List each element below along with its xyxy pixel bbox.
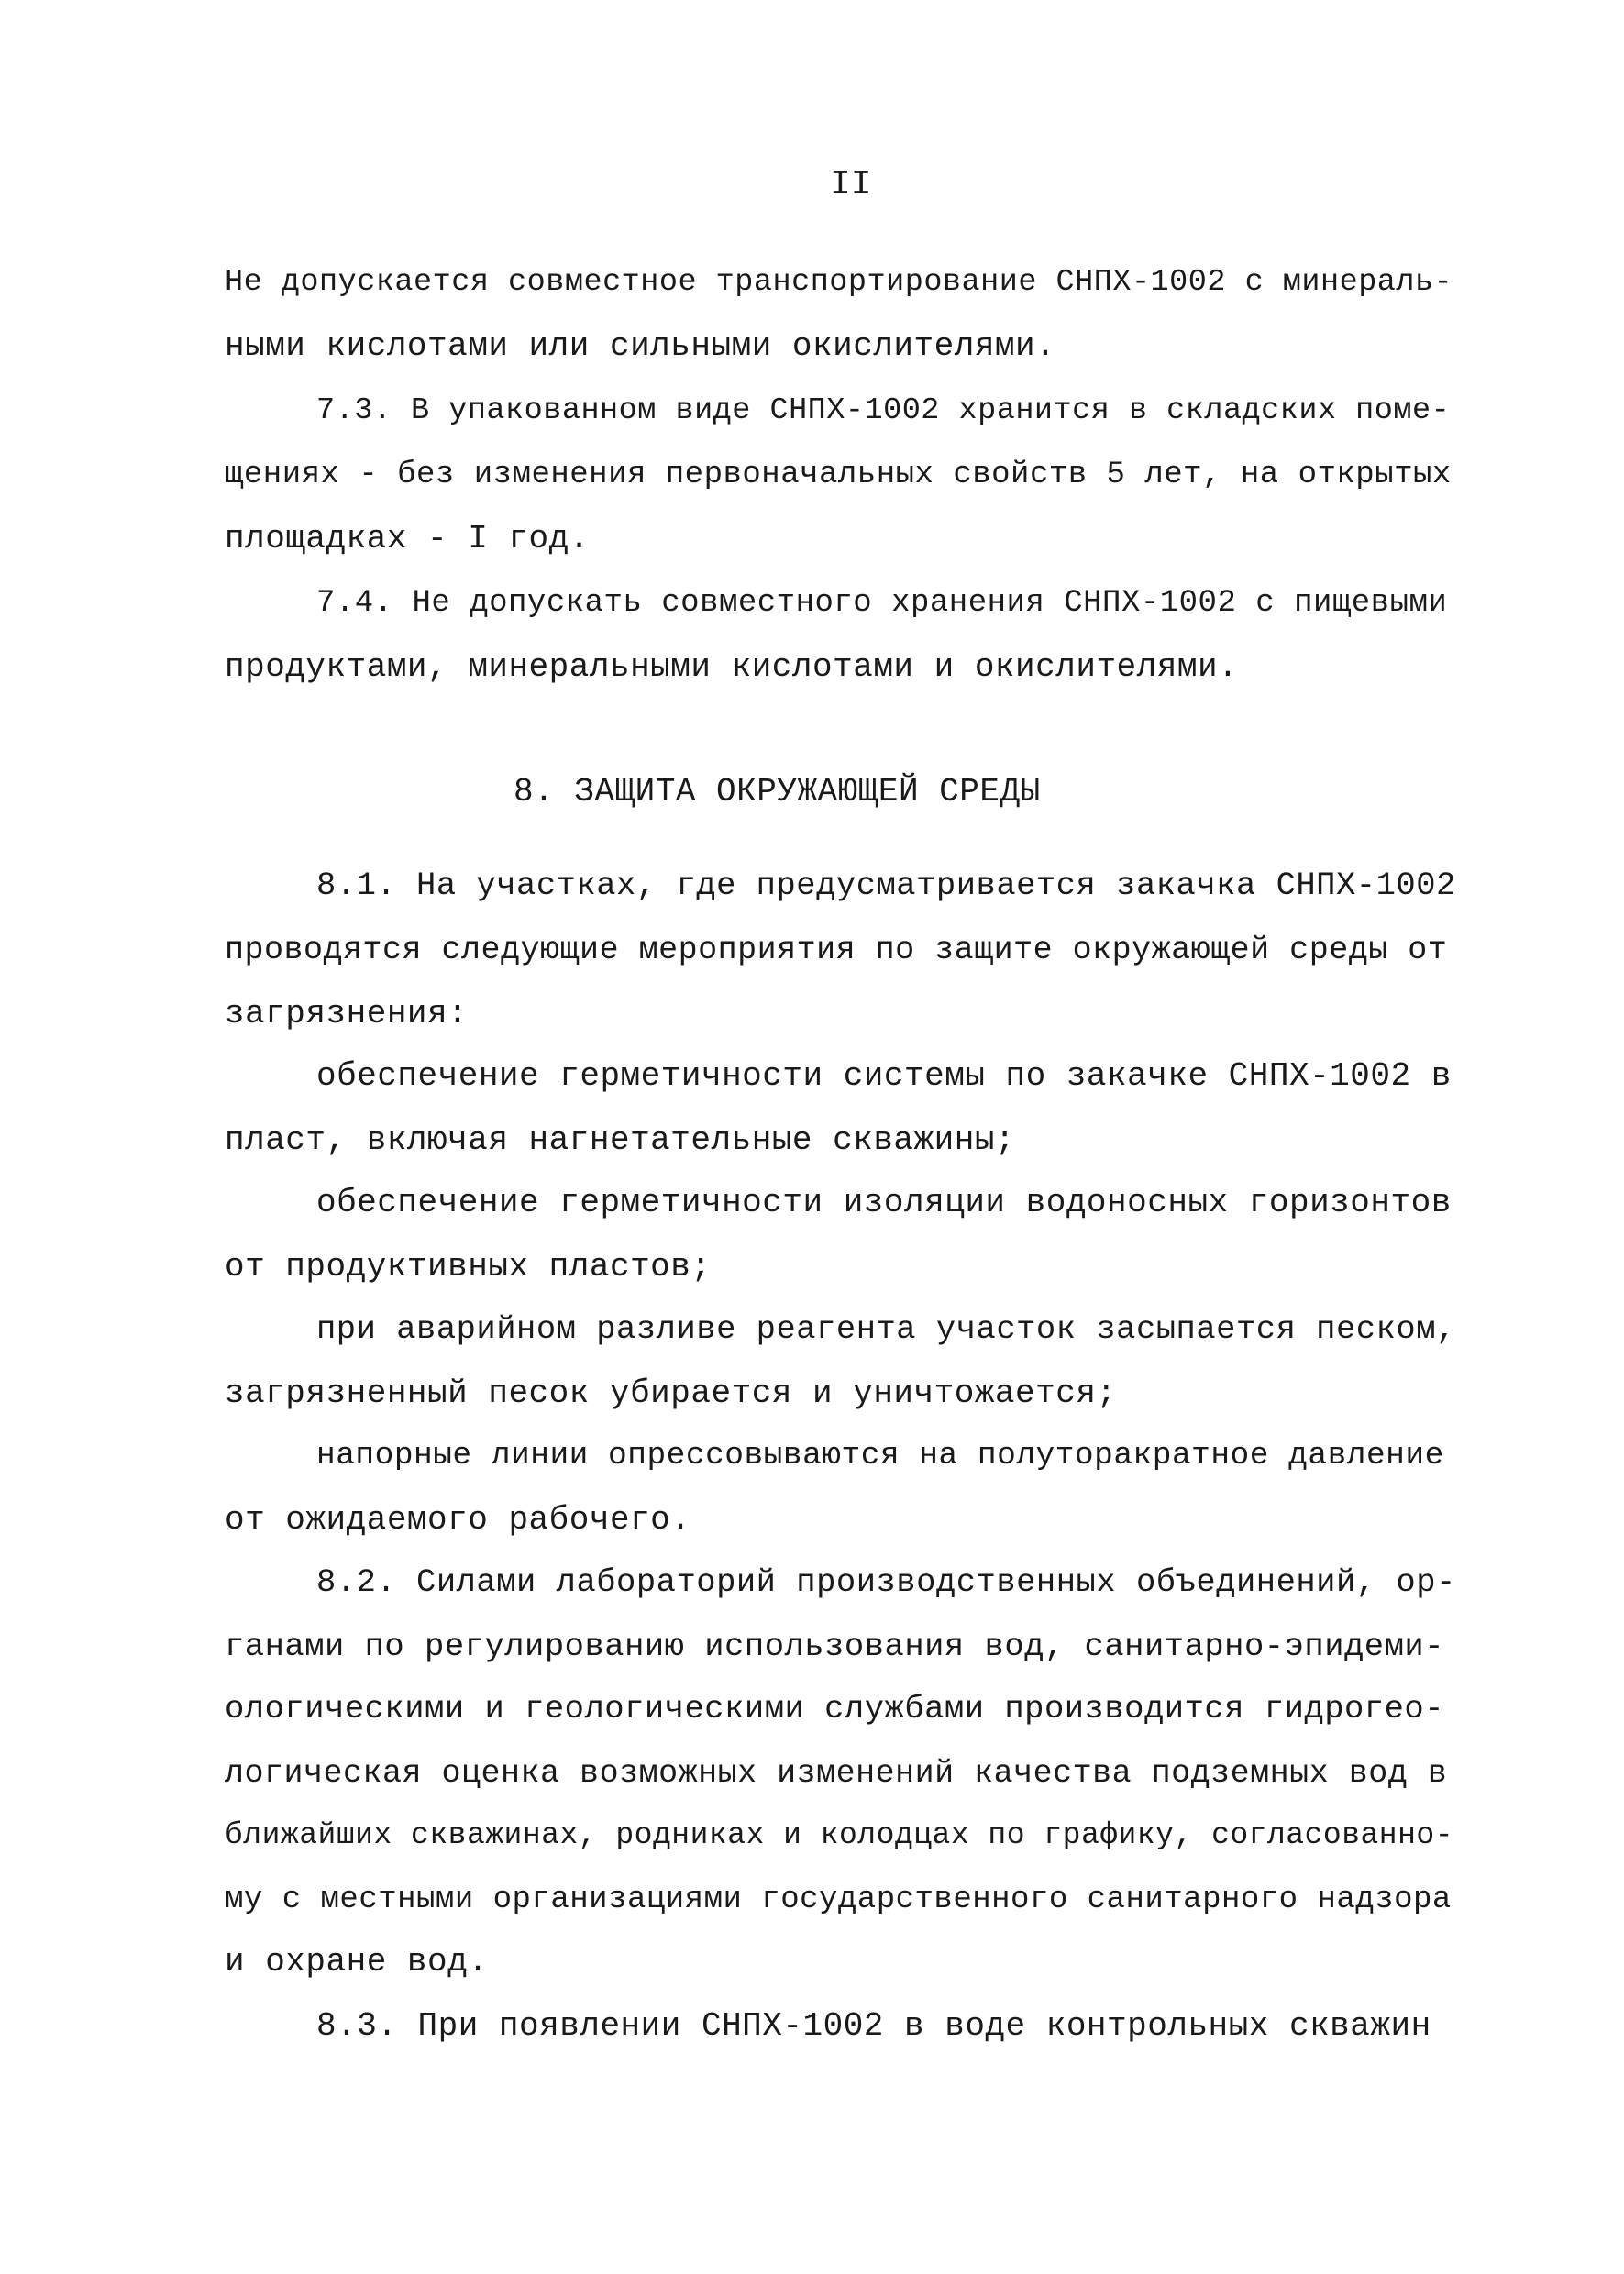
text-line: при аварийном разливе реагента участок засыпается песком, xyxy=(316,1310,1456,1348)
text-line: ными кислотами или сильными окислителями. xyxy=(225,327,1056,365)
text-line: обеспечение герметичности изоляции водоносных горизонтов xyxy=(316,1184,1452,1221)
text-line: проводятся следующие мероприятия по защите окружающей среды от xyxy=(225,932,1448,968)
text-line: пласт, включая нагнетательные скважины; xyxy=(225,1121,1016,1159)
text-line: от ожидаемого рабочего. xyxy=(225,1501,691,1539)
section-heading: 8. ЗАЩИТА ОКРУЖАЮЩЕЙ СРЕДЫ xyxy=(514,773,1041,811)
text-line: му с местными организациями государственного санитарного надзора xyxy=(225,1882,1452,1917)
text-line: щениях - без изменения первоначальных свойств 5 лет, на открытых xyxy=(225,458,1452,492)
text-line: и охране вод. xyxy=(225,1943,489,1981)
text-line: ближайших скважинах, родниках и колодцах по графику, согласованно- xyxy=(225,1818,1454,1852)
text-line: ологическими и геологическими службами производится гидрогео- xyxy=(225,1690,1445,1728)
text-line: 8.1. На участках, где предусматривается закачка СНПХ-1002 xyxy=(316,867,1456,904)
text-line: обеспечение герметичности системы по закачке СНПХ-1002 в xyxy=(316,1057,1452,1095)
text-line: 7.3. В упакованном виде СНПХ-1002 хранится в складских поме- xyxy=(316,393,1451,428)
text-line: ганами по регулированию использования вод, санитарно-эпидеми- xyxy=(225,1628,1445,1665)
text-line: логическая оценка возможных изменений качества подземных вод в xyxy=(225,1755,1448,1792)
text-line: площадках - I год. xyxy=(225,520,590,557)
text-line: напорные линии опрессовываются на полуторакратное давление xyxy=(316,1438,1444,1474)
text-line: от продуктивных пластов; xyxy=(225,1248,712,1286)
text-line: продуктами, минеральными кислотами и окислителями. xyxy=(225,648,1239,686)
text-line: 8.3. При появлении СНПХ-1002 в воде контрольных скважин xyxy=(316,2007,1431,2045)
text-line: Не допускается совместное транспортирование СНПХ-1002 с минераль- xyxy=(225,265,1453,300)
text-line: загрязненный песок убирается и уничтожается; xyxy=(225,1374,1117,1412)
text-line: загрязнения: xyxy=(225,995,469,1032)
text-line: 8.2. Силами лабораторий производственных объединений, ор- xyxy=(316,1563,1456,1601)
text-line: 7.4. Не допускать совместного хранения СНПХ-1002 с пищевыми xyxy=(316,586,1448,621)
page-number: II xyxy=(830,165,872,204)
